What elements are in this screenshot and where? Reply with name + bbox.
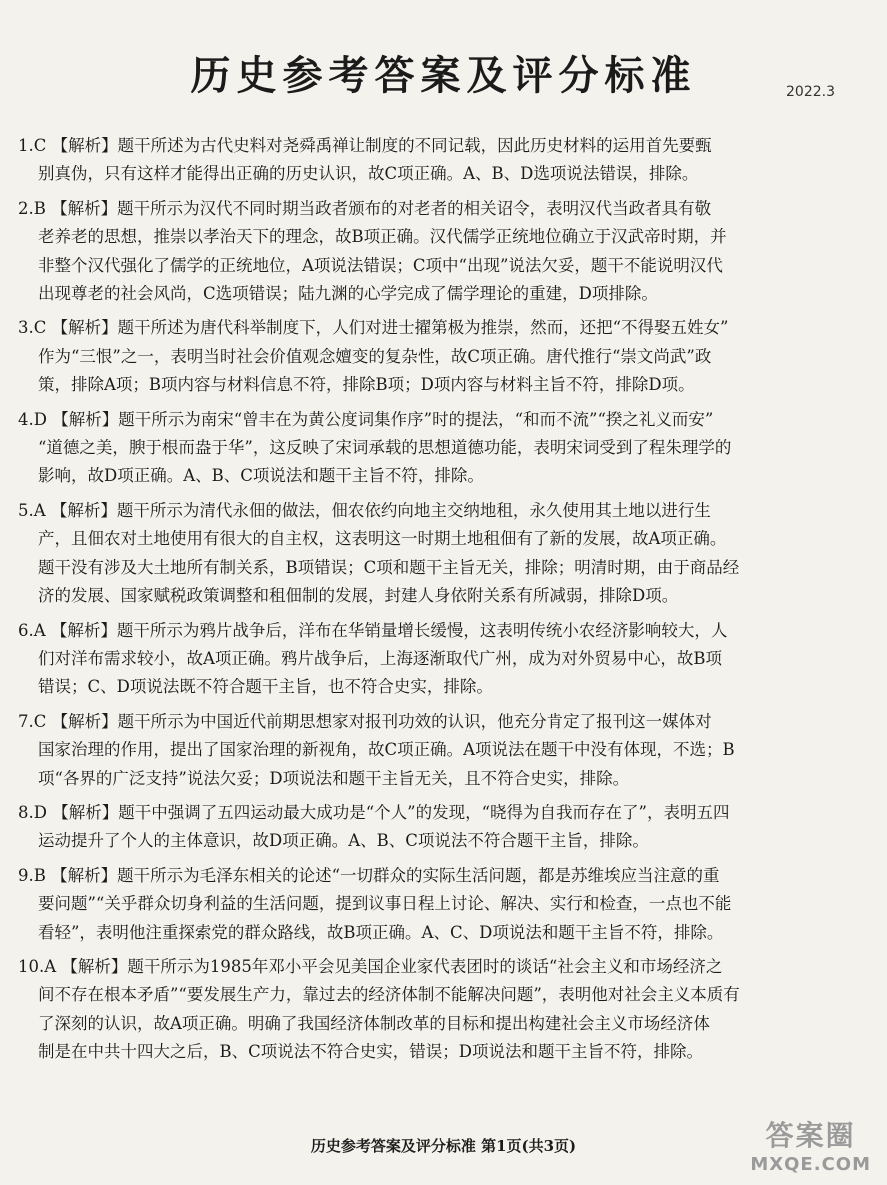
answer-line: 产，且佃农对土地使用有很大的自主权，这表明这一时期土地租佃有了新的发展，故A项正确。 [38,529,727,549]
answer-line: 7.C 【解析】题干所示为中国近代前期思想家对报刊功效的认识，他充分肯定了报刊这一媒体对 [18,711,712,731]
answer-line: 策，排除A项；B项内容与材料信息不符，排除B项；D项内容与材料主旨不符，排除D项。 [38,375,695,395]
answer-line: 4.D 【解析】题干所示为南宋“曾丰在为黄公度词集作序”时的提法，“和而不流”“揆之礼义而安” [18,409,714,429]
answer-item [18,314,874,399]
answer-item [18,497,874,611]
page-title: 历史参考答案及评分标准 [190,52,697,99]
answer-line: 老养老的思想，推崇以孝治天下的理念，故B项正确。汉代儒学正统地位确立于汉武帝时期，并 [38,227,727,247]
watermark-brand: 答案圈 [765,1119,856,1152]
answer-line: 了深刻的认识，故A项正确。明确了我国经济体制改革的目标和提出构建社会主义市场经济体 [38,1013,710,1033]
answer-item [18,862,874,947]
answer-line: 题干没有涉及大土地所有制关系，B项错误；C项和题干主旨无关，排除；明清时期，由于商品经 [38,557,740,577]
answer-line: 影响，故D项正确。A、B、C项说法和题干主旨不符，排除。 [38,466,484,486]
answer-item [18,708,874,793]
answer-line: 制是在中共十四大之后，B、C项说法不符合史实，错误；D项说法和题干主旨不符，排除。 [38,1042,703,1062]
page-footer: 历史参考答案及评分标准 第1页(共3页) [310,1137,577,1155]
answer-line: 非整个汉代强化了儒学的正统地位，A项说法错误；C项中“出现”说法欠妥，题干不能说明汉代 [38,255,723,275]
answer-line: 作为“三恨”之一，表明当时社会价值观念嬗变的复杂性，故C项正确。唐代推行“崇文尚武”政 [38,346,712,366]
answer-line: 3.C 【解析】题干所述为唐代科举制度下，人们对进士擢第极为推崇，然而，还把“不得娶五姓女” [18,318,729,338]
answer-item [18,617,874,702]
answer-item [18,195,874,309]
date-stamp: 2022.3 [786,84,835,100]
answer-line: 项“各界的广泛支持”说法欠妥；D项说法和题干主旨无关，且不符合史实，排除。 [38,768,630,788]
watermark-logo [750,1114,871,1175]
answer-line: 要问题”“关乎群众切身利益的生活问题，提到议事日程上讨论、解决、实行和检查，一点也不能 [38,894,732,914]
answer-item [18,132,874,189]
answer-line: 别真伪，只有这样才能得出正确的历史认识，故C项正确。A、B、D选项说法错误，排除。 [38,164,699,184]
answer-line: 5.A 【解析】题干所示为清代永佃的做法，佃农依约向地主交纳地租，永久使用其土地以进行生 [18,500,711,520]
answer-line: 运动提升了个人的主体意识，故D项正确。A、B、C项说法不符合题干主旨，排除。 [38,831,649,851]
answer-line: 出现尊老的社会风尚，C选项错误；陆九渊的心学完成了儒学理论的重建，D项排除。 [38,284,658,304]
answer-line: 8.D 【解析】题干中强调了五四运动最大成功是“个人”的发现，“晓得为自我而存在了”，表明五四 [18,802,730,822]
answer-line: 2.B 【解析】题干所示为汉代不同时期当政者颁布的对老者的相关诏令，表明汉代当政者具有敬 [18,198,712,218]
answer-list [18,132,874,1073]
answer-line: “道德之美，腴于根而盎于华”，这反映了宋词承载的思想道德功能，表明宋词受到了程朱理学的 [38,438,732,458]
answer-item [18,799,874,856]
answer-line: 10.A 【解析】题干所示为1985年邓小平会见美国企业家代表团时的谈话“社会主义和市场经济之 [18,956,723,976]
watermark-url: MXQE.COM [750,1154,871,1175]
answer-line: 们对洋布需求较小，故A项正确。鸦片战争后，上海逐渐取代广州，成为对外贸易中心，故B项 [38,648,723,668]
answer-line: 间不存在根本矛盾”“要发展生产力，靠过去的经济体制不能解决问题”，表明他对社会主义本质有 [38,985,740,1005]
answer-line: 国家治理的作用，提出了国家治理的新视角，故C项正确。A项说法在题干中没有体现，不选；B [38,740,735,760]
answer-line: 9.B 【解析】题干所示为毛泽东相关的论述“一切群众的实际生活问题，都是苏维埃应当注意的重 [18,865,720,885]
answer-line: 6.A 【解析】题干所示为鸦片战争后，洋布在华销量增长缓慢，这表明传统小农经济影响较大，人 [18,620,728,640]
answer-line: 1.C 【解析】题干所述为古代史料对尧舜禹禅让制度的不同记载，因此历史材料的运用首先要甄 [18,136,712,155]
answer-item [18,406,874,491]
answer-line: 错误；C、D项说法既不符合题干主旨，也不符合史实，排除。 [38,677,493,697]
answer-line: 济的发展、国家赋税政策调整和租佃制的发展，封建人身依附关系有所减弱，排除D项。 [38,586,679,606]
answer-line: 看轻”，表明他注重探索党的群众路线，故B项正确。A、C、D项说法和题干主旨不符，排除。 [38,922,724,942]
answer-item [18,953,874,1067]
